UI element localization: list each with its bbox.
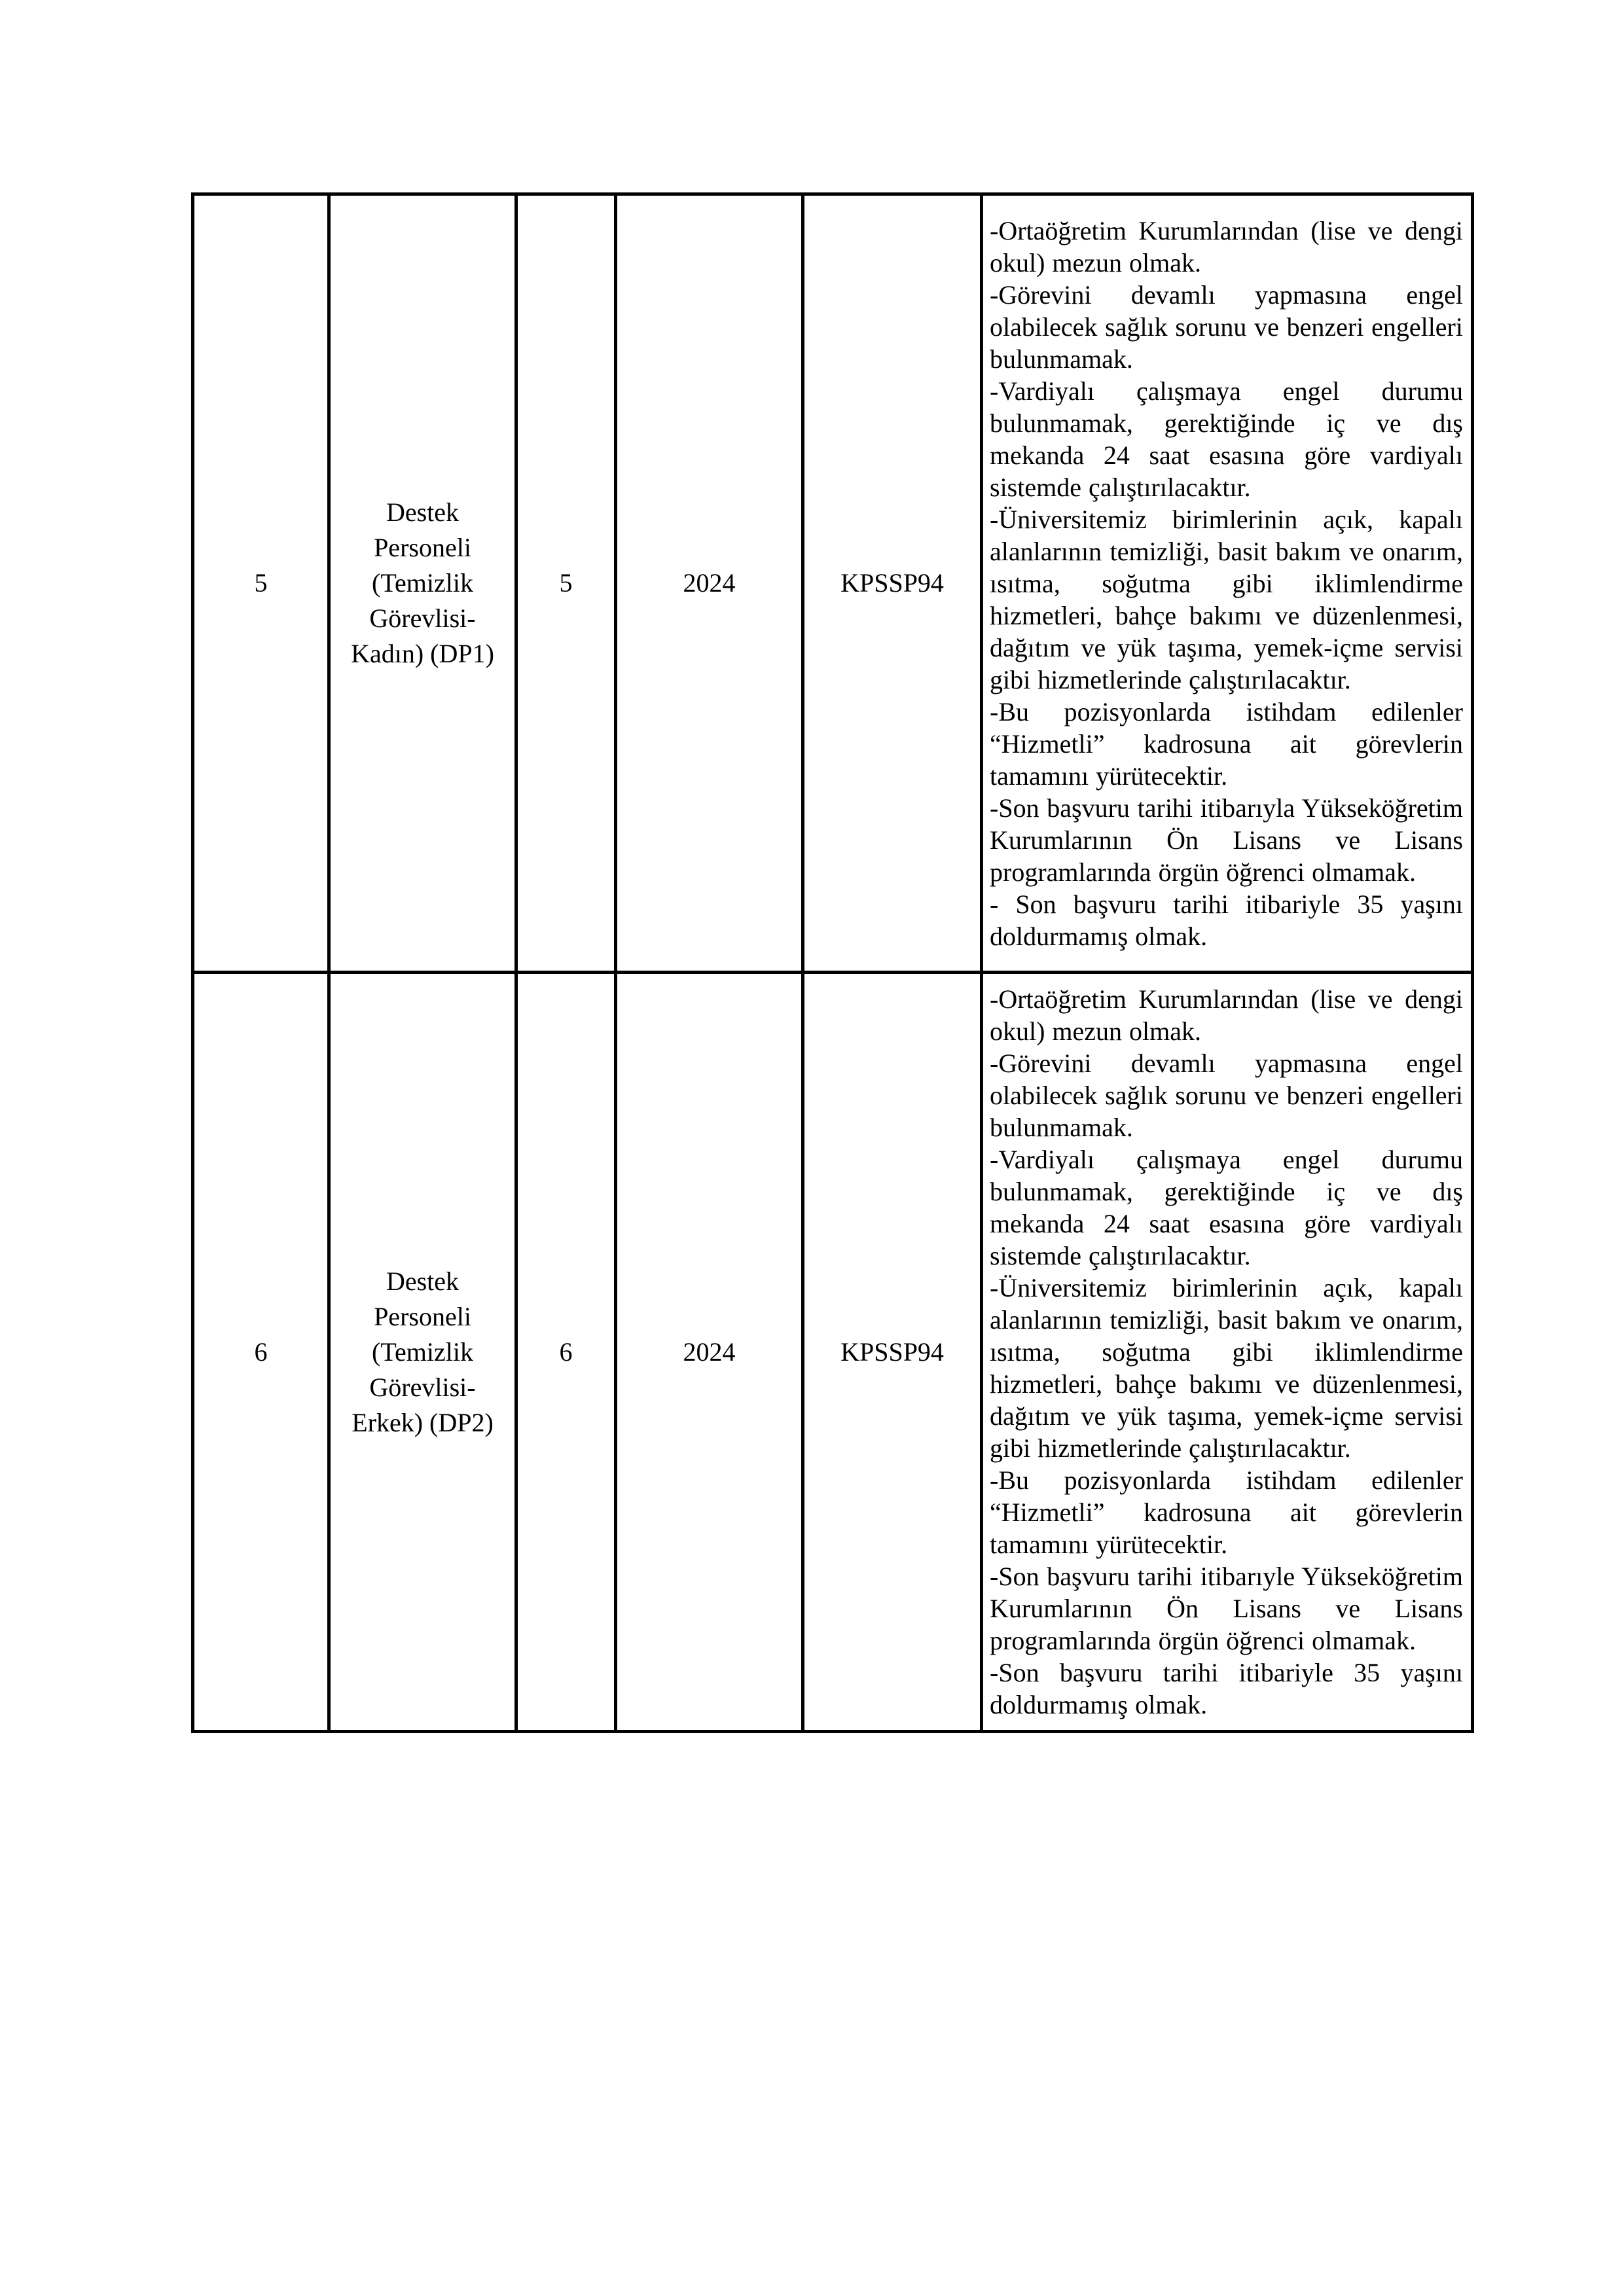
kpss-year-cell: 2024 — [616, 194, 803, 973]
requirement-item: - Son başvuru tarihi itibariyle 35 yaşını doldurmamış olmak. — [990, 889, 1463, 951]
requirements-cell — [982, 973, 1473, 1732]
requirement-item: -Üniversitemiz birimlerinin açık, kapalı alanlarının temizliği, basit bakım ve onarım, ısıtma, soğutma gibi iklimlendirme hizmetleri, bahçe bakımı ve düzenlenmesi, dağıtım ve yük taşıma, yemek-içme servisi gibi hizmetlerinde çalıştırılacaktır. — [990, 504, 1463, 694]
positions-table — [191, 192, 1474, 1733]
requirement-item: -Son başvuru tarihi itibarıyle Yükseköğretim Kurumlarının Ön Lisans ve Lisans programlarında örgün öğrenci olmamak. — [990, 1562, 1463, 1655]
row-number-cell: 6 — [193, 973, 329, 1732]
table-row — [193, 194, 1473, 973]
quota-cell: 5 — [516, 194, 616, 973]
requirement-item: -Son başvuru tarihi itibarıyla Yükseköğretim Kurumlarının Ön Lisans ve Lisans programlarında örgün öğrenci olmamak. — [990, 793, 1463, 887]
requirement-item: -Üniversitemiz birimlerinin açık, kapalı alanlarının temizliği, basit bakım ve onarım, ısıtma, soğutma gibi iklimlendirme hizmetleri, bahçe bakımı ve düzenlenmesi, dağıtım ve yük taşıma, yemek-içme servisi gibi hizmetlerinde çalıştırılacaktır. — [990, 1273, 1463, 1463]
requirements-cell — [982, 194, 1473, 973]
requirement-item: -Görevini devamlı yapmasına engel olabilecek sağlık sorunu ve benzeri engelleri bulunmamak. — [990, 279, 1463, 374]
table-row — [193, 973, 1473, 1732]
row-number-cell: 5 — [193, 194, 329, 973]
requirement-item: -Son başvuru tarihi itibariyle 35 yaşını doldurmamış olmak. — [990, 1658, 1463, 1719]
requirement-item: -Bu pozisyonlarda istihdam edilenler “Hizmetli” kadrosuna ait görevlerin tamamını yürütecektir. — [990, 1465, 1463, 1559]
position-title-cell: Destek Personeli (Temizlik Görevlisi-Kadın) (DP1) — [329, 194, 516, 973]
requirement-item: -Bu pozisyonlarda istihdam edilenler “Hizmetli” kadrosuna ait görevlerin tamamını yürütecektir. — [990, 696, 1463, 791]
kpss-score-type-cell: KPSSP94 — [803, 194, 982, 973]
kpss-year-cell: 2024 — [616, 973, 803, 1732]
requirement-item: -Vardiyalı çalışmaya engel durumu bulunmamak, gerektiğinde iç ve dış mekanda 24 saat esasına göre vardiyalı sistemde çalıştırılacaktır. — [990, 376, 1463, 502]
quota-cell: 6 — [516, 973, 616, 1732]
requirement-item: -Görevini devamlı yapmasına engel olabilecek sağlık sorunu ve benzeri engelleri bulunmamak. — [990, 1049, 1463, 1142]
requirement-item: -Vardiyalı çalışmaya engel durumu bulunmamak, gerektiğinde iç ve dış mekanda 24 saat esasına göre vardiyalı sistemde çalıştırılacaktır. — [990, 1145, 1463, 1270]
position-title-cell: Destek Personeli (Temizlik Görevlisi-Erkek) (DP2) — [329, 973, 516, 1732]
requirement-item: -Ortaöğretim Kurumlarından (lise ve dengi okul) mezun olmak. — [990, 215, 1463, 278]
requirement-item: -Ortaöğretim Kurumlarından (lise ve dengi okul) mezun olmak. — [990, 984, 1463, 1046]
kpss-score-type-cell: KPSSP94 — [803, 973, 982, 1732]
